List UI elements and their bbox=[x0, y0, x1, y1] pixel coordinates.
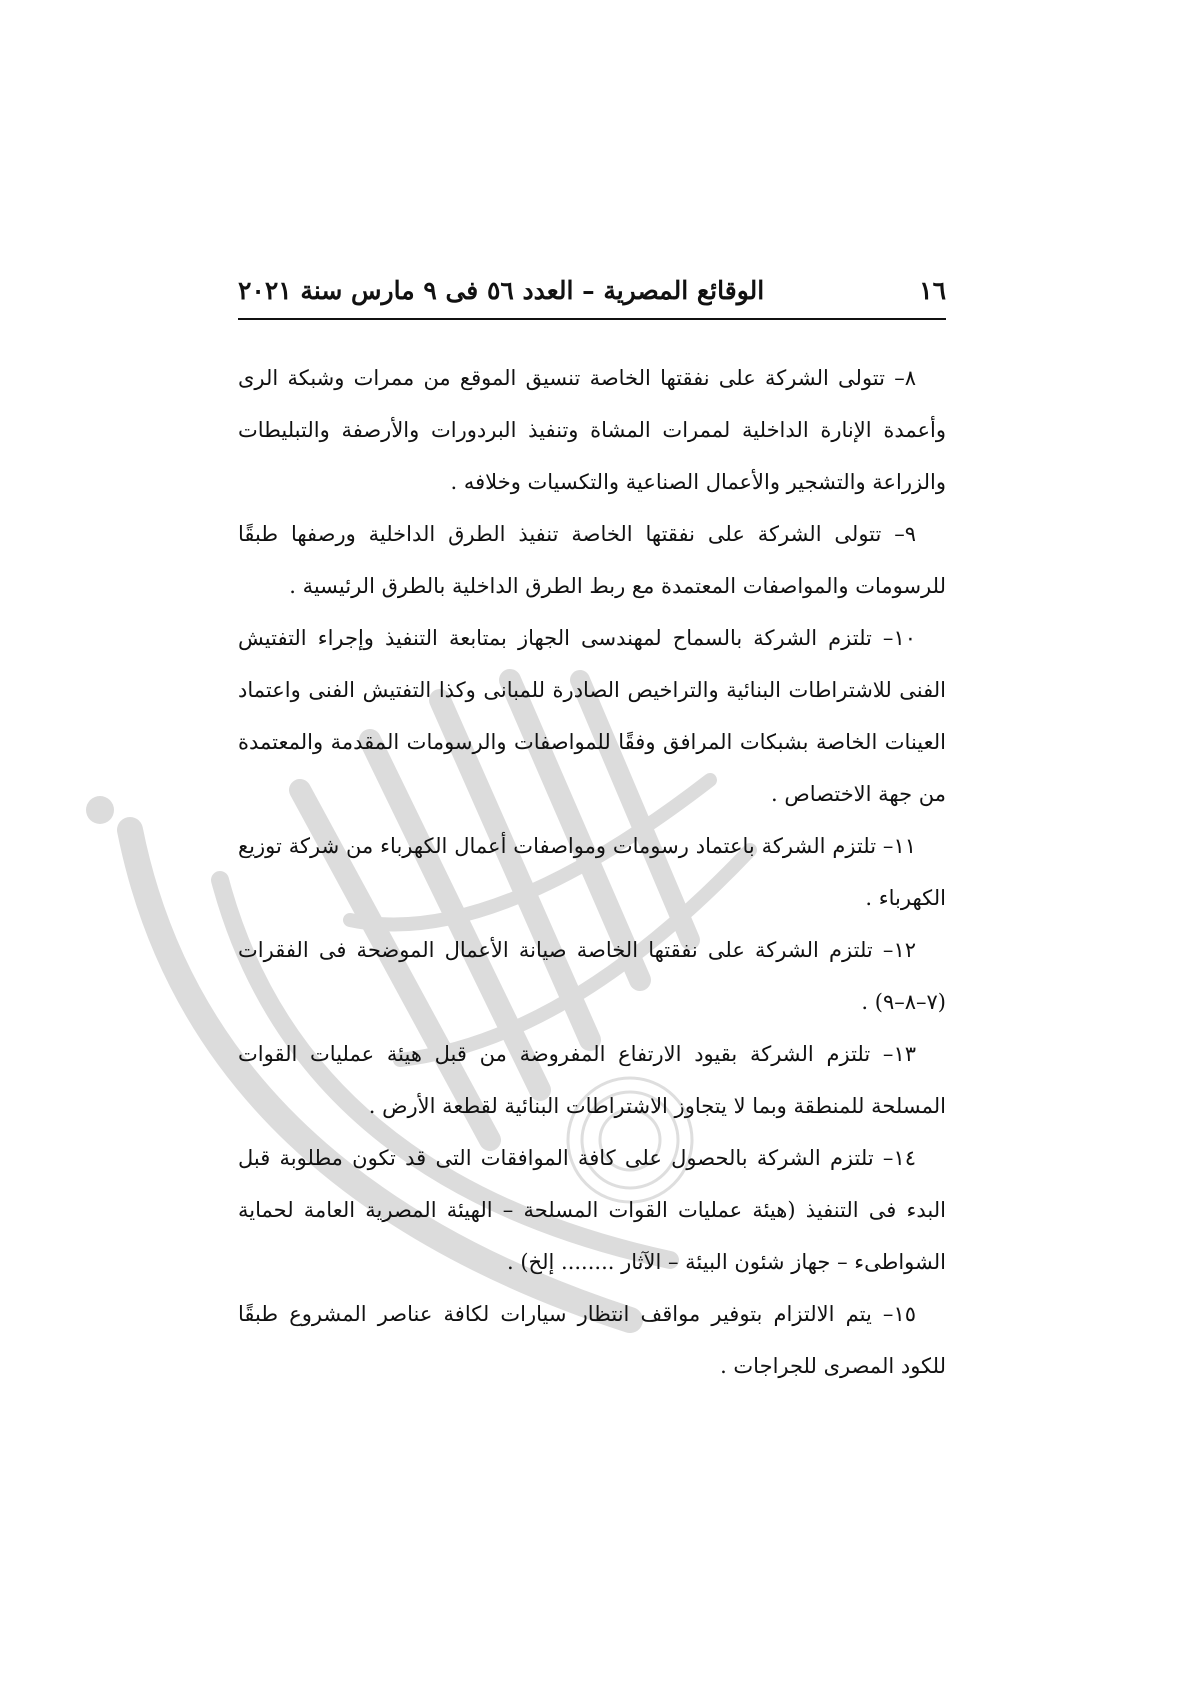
clause-14: ١٤– تلتزم الشركة بالحصول على كافة الموافقات التى قد تكون مطلوبة قبل البدء فى التنفيذ (هيئة عمليات القوات المسلحة – الهيئة المصرية العامة لحماية الشواطىء – جهاز شئون البيئة – الآثار ........ إلخ) . bbox=[238, 1146, 946, 1274]
clause-15: ١٥– يتم الالتزام بتوفير مواقف انتظار سيارات لكافة عناصر المشروع طبقًا للكود المصرى للجراجات . bbox=[238, 1302, 946, 1378]
gazette-title: الوقائع المصرية – العدد ٥٦ فى ٩ مارس سنة ٢٠٢١ bbox=[238, 275, 765, 305]
clause-8: ٨– تتولى الشركة على نفقتها الخاصة تنسيق الموقع من ممرات وشبكة الرى وأعمدة الإنارة الداخلية لممرات المشاة وتنفيذ البردورات والأرصفة والتبليطات والزراعة والتشجير والأعمال الصناعية والتكسيات وخلافه . bbox=[238, 366, 946, 494]
page-number: ١٦ bbox=[919, 275, 946, 305]
document-body bbox=[238, 352, 946, 1392]
clause-12: ١٢– تلتزم الشركة على نفقتها الخاصة صيانة الأعمال الموضحة فى الفقرات (٧–٨–٩) . bbox=[238, 938, 946, 1014]
clause-9: ٩– تتولى الشركة على نفقتها الخاصة تنفيذ الطرق الداخلية ورصفها طبقًا للرسومات والمواصفات المعتمدة مع ربط الطرق الداخلية بالطرق الرئيسية . bbox=[238, 522, 946, 598]
clause-11: ١١– تلتزم الشركة باعتماد رسومات ومواصفات أعمال الكهرباء من شركة توزيع الكهرباء . bbox=[238, 834, 946, 910]
header-divider bbox=[238, 318, 946, 320]
page-header bbox=[238, 270, 946, 310]
clause-10: ١٠– تلتزم الشركة بالسماح لمهندسى الجهاز بمتابعة التنفيذ وإجراء التفتيش الفنى للاشتراطات البنائية والتراخيص الصادرة للمبانى وكذا التفتيش الفنى واعتماد العينات الخاصة بشبكات المرافق وفقًا للمواصفات والرسومات المقدمة والمعتمدة من جهة الاختصاص . bbox=[238, 626, 946, 806]
clause-13: ١٣– تلتزم الشركة بقيود الارتفاع المفروضة من قبل هيئة عمليات القوات المسلحة للمنطقة وبما لا يتجاوز الاشتراطات البنائية لقطعة الأرض . bbox=[238, 1042, 946, 1118]
